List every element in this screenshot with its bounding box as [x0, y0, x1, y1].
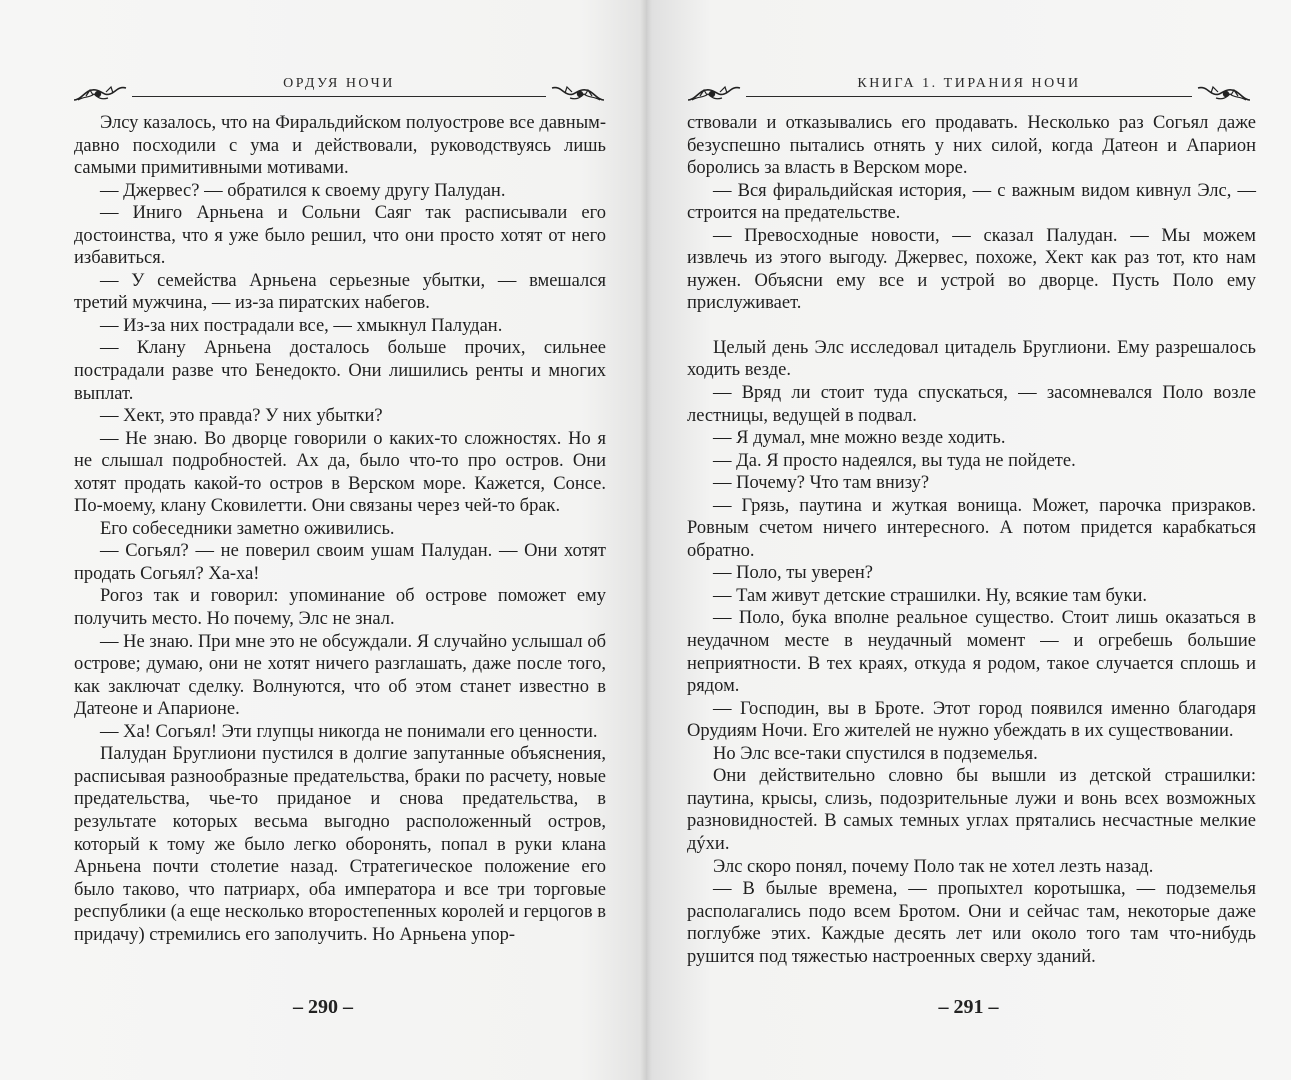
- running-title: КНИГА 1. ТИРАНИЯ НОЧИ: [857, 76, 1081, 91]
- paragraph: — Из-за них пострадали все, — хмыкнул Палудан.: [100, 315, 503, 336]
- left-page-text: [74, 112, 606, 946]
- paragraph: — Вряд ли стоит туда спускаться, — засомневался Поло возле лестницы, ведущей в подвал.: [687, 383, 1256, 426]
- paragraph: — Там живут детские страшилки. Ну, всякие там буки.: [713, 585, 1148, 606]
- paragraph: — Не знаю. При мне это не обсуждали. Я случайно услышал об острове; думаю, они не хотят ничего разглашать, даже после того, как заключат сделку. Волнуются, что об этом станет известно в Датеоне и Апарионе.: [74, 631, 606, 720]
- header-rule: [132, 96, 546, 97]
- paragraph: — Хект, это правда? У них убытки?: [100, 406, 383, 427]
- paragraph: — Иниго Арньена и Сольни Саяг так расписывали его достоинства, что я уже было решил, что они просто хотят от него избавиться.: [74, 203, 606, 269]
- right-page-text: [687, 112, 1256, 968]
- paragraph: Но Элс все-таки спустился в подземелья.: [713, 743, 1038, 764]
- paragraph: Палудан Бруглиони пустился в долгие запутанные объяснения, расписывая разнообразные предательства, браки по расчету, новые предательства, чье-то приданое и снова предательства, в результате которых весьма выгодно расположенный остров, который к тому же было легко оборонять, попал в руки клана Арньена почти столетие назад. Стратегическое положение его было таково, что патриарх, оба императора и все три торговые республики (а еще несколько второстепенных королей и герцогов в придачу) стремились его заполучить. Но Арньена упор-: [74, 744, 606, 945]
- paragraph: — Клану Арньена досталось больше прочих, сильнее пострадали разве что Бенедокто. Они лишились ренты и многих выплат.: [74, 338, 606, 404]
- book-gutter: [640, 0, 652, 1080]
- paragraph: — Джервес? — обратился к своему другу Палудан.: [100, 180, 506, 201]
- right-page: [646, 0, 1291, 1080]
- paragraph: Элсу казалось, что на Фиральдийском полуострове все давным-давно посходили с ума и действовали, руководствуясь лишь самыми примитивными мотивами.: [74, 113, 606, 179]
- paragraph: — Ха! Согьял! Эти глупцы никогда не понимали его ценности.: [100, 721, 598, 742]
- paragraph: Целый день Элс исследовал цитадель Бруглиони. Ему разрешалось ходить везде.: [687, 337, 1256, 381]
- paragraph: ствовали и отказывались его продавать. Несколько раз Согьял даже безуспешно пытались отнять у них силой, когда Датеон и Апарион боролись за власть в Верском море.: [687, 113, 1256, 179]
- right-running-header: [686, 72, 1252, 106]
- paragraph: — Поло, ты уверен?: [713, 563, 874, 584]
- paragraph: — Да. Я просто надеялся, вы туда не пойдете.: [713, 450, 1076, 471]
- running-title: ОРДУЯ НОЧИ: [283, 76, 395, 91]
- paragraph: — В былые времена, — пропыхтел коротышка, — подземелья располагались подо всем Бротом. Они и сейчас там, некоторые даже поглубже этих. Каждые десять лет или около того там что-нибудь рушится под тяжестью настроенных сверху зданий.: [687, 879, 1256, 967]
- paragraph: — Не знаю. Во дворце говорили о каких-то сложностях. Но я не слышал подробностей. Ах да, было что-то про остров. Они хотят продать какой-то остров в Верском море. Кажется, Сонсе. По-моему, клану Сковилетти. Они связаны через чей-то брак.: [74, 428, 606, 517]
- left-running-header: [72, 72, 606, 106]
- page-number: – 291 –: [938, 996, 999, 1018]
- paragraph: Они действительно словно бы вышли из детской страшилки: паутина, крысы, слизь, подозрительные лужи и вонь всех возможных разновидностей. В самых темных углах прятались несчастные мелкие дýхи.: [687, 766, 1256, 854]
- paragraph: — Господин, вы в Броте. Этот город появился именно благодаря Орудиям Ночи. Его жителей не нужно убеждать в их существовании.: [687, 698, 1256, 742]
- paragraph: — Я думал, мне можно везде ходить.: [713, 428, 1006, 449]
- paragraph: Рогоз так и говорил: упоминание об острове поможет ему получить место. Но почему, Элс не знал.: [74, 586, 606, 630]
- paragraph: — Почему? Что там внизу?: [713, 473, 930, 494]
- paragraph: — Превосходные новости, — сказал Палудан. — Мы можем извлечь из этого выгоду. Джервес, похоже, Хект как раз тот, кто нам нужен. Объясни ему все и устрой во дворце. Пусть Поло ему прислуживает.: [687, 225, 1256, 314]
- ornament-icon: [1196, 82, 1252, 106]
- paragraph: — У семейства Арньена серьезные убытки, — вмешался третий мужчина, — из-за пиратских набегов.: [74, 270, 606, 314]
- paragraph: — Вся фиральдийская история, — с важным видом кивнул Элс, — строится на предательстве.: [687, 180, 1256, 224]
- ornament-icon: [550, 82, 606, 106]
- page-number: – 290 –: [293, 996, 353, 1018]
- paragraph: Его собеседники заметно оживились.: [100, 518, 395, 539]
- paragraph: — Согьял? — не поверил своим ушам Палудан. — Они хотят продать Согьял? Ха-ха!: [74, 541, 606, 584]
- header-rule: [746, 96, 1192, 97]
- paragraph: — Грязь, паутина и жуткая вонища. Может, парочка призраков. Ровным счетом ничего интересного. А потом придется карабкаться обратно.: [687, 495, 1256, 561]
- paragraph: — Поло, бука вполне реальное существо. Стоит лишь оказаться в неудачном месте в неудачный момент — и огребешь большие неприятности. В тех краях, откуда я родом, такое случается сплошь и рядом.: [687, 608, 1256, 697]
- paragraph: Элс скоро понял, почему Поло так не хотел лезть назад.: [713, 856, 1154, 877]
